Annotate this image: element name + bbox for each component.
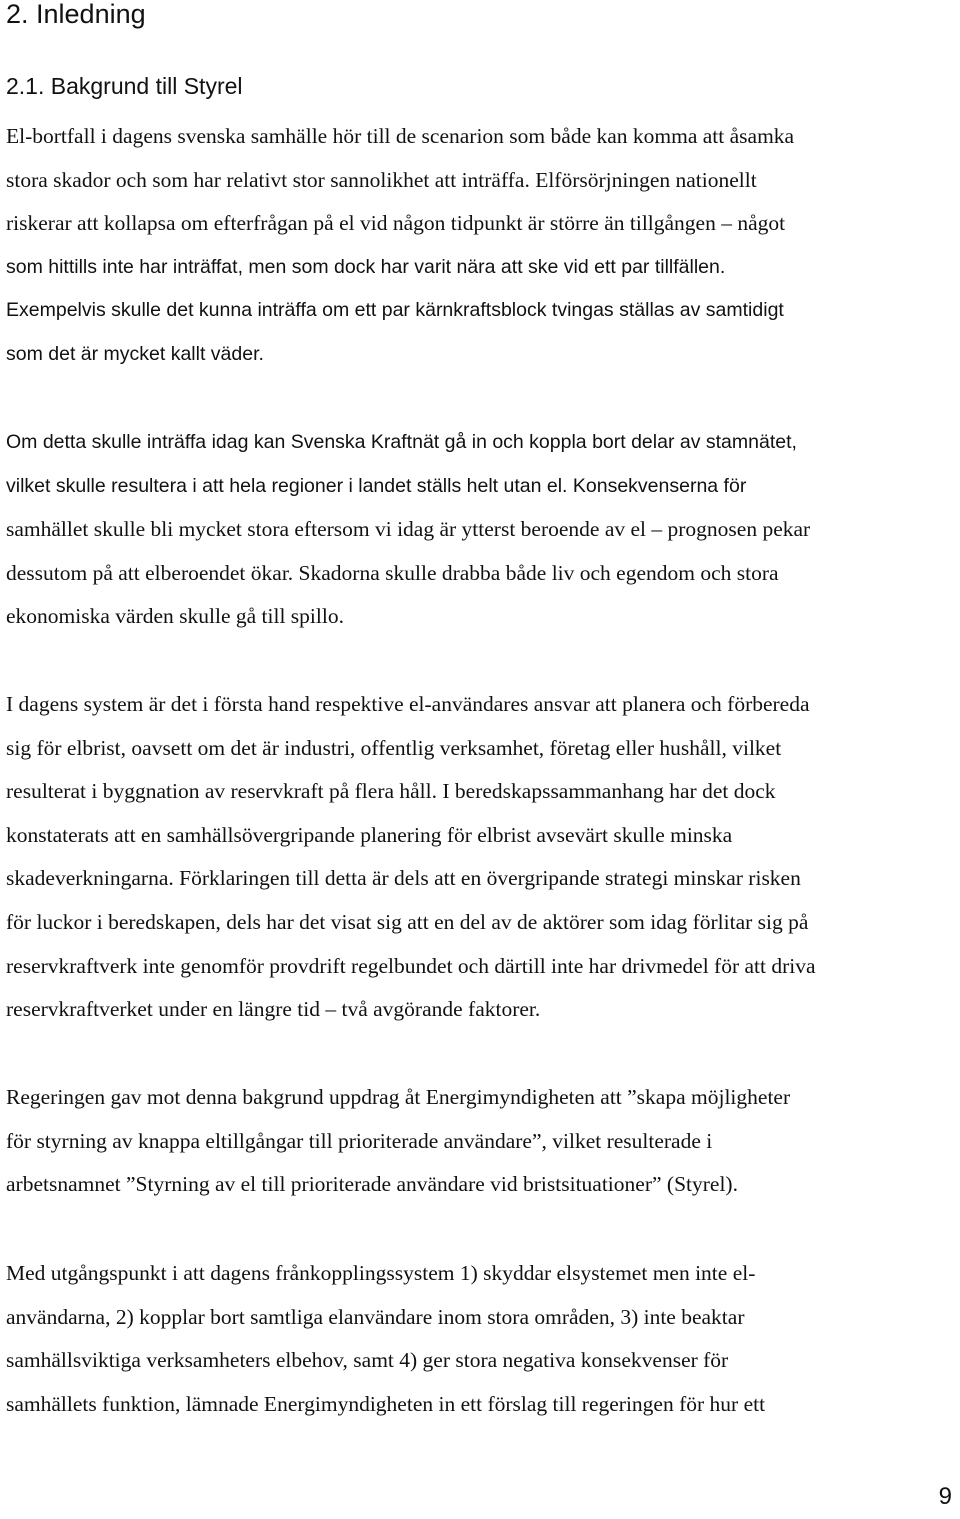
paragraph-line: vilket skulle resultera i att hela regioner i landet ställs helt utan el. Konsekvenserna för <box>6 474 747 497</box>
section-heading: 2.1. Bakgrund till Styrel <box>6 73 243 99</box>
paragraph-line: samhället skulle bli mycket stora eftersom vi idag är ytterst beroende av el – prognosen pekar <box>6 517 811 542</box>
paragraph-line: stora skador och som har relativt stor sannolikhet att inträffa. Elförsörjningen nationellt <box>6 167 757 192</box>
paragraph-line: ekonomiska värden skulle gå till spillo. <box>6 604 344 629</box>
paragraph-line: dessutom på att elberoendet ökar. Skadorna skulle drabba både liv och egendom och stora <box>6 560 779 585</box>
paragraph-3 <box>6 683 956 1032</box>
paragraph-line: reservkraftverket under en längre tid – två avgörande faktorer. <box>6 997 541 1022</box>
paragraph-line: för luckor i beredskapen, dels har det visat sig att en del av de aktörer som idag förlitar sig på <box>6 909 809 934</box>
paragraph-2 <box>6 421 956 639</box>
paragraph-1 <box>6 115 956 377</box>
paragraph-line: resulterat i byggnation av reservkraft på flera håll. I beredskapssammanhang har det dock <box>6 779 776 804</box>
paragraph-line: som hittills inte har inträffat, men som dock har varit nära att ske vid ett par tillfällen. <box>6 255 726 278</box>
paragraph-line: Om detta skulle inträffa idag kan Svenska Kraftnät gå in och koppla bort delar av stamnätet, <box>6 431 797 453</box>
paragraph-line: sig för elbrist, oavsett om det är industri, offentlig verksamhet, företag eller hushåll, vilket <box>6 735 782 760</box>
paragraph-line: samhällets funktion, lämnade Energimyndigheten in ett förslag till regeringen för hur ett <box>6 1391 766 1416</box>
chapter-heading: 2. Inledning <box>6 0 146 29</box>
paragraph-line: skadeverkningarna. Förklaringen till detta är dels att en övergripande strategi minskar risken <box>6 866 801 891</box>
page-number: 9 <box>938 1483 952 1510</box>
paragraph-line: konstaterats att en samhällsövergripande planering för elbrist avsevärt skulle minska <box>6 822 733 847</box>
paragraph-line: El-bortfall i dagens svenska samhälle hör till de scenarion som både kan komma att åsamka <box>6 124 795 148</box>
paragraph-line: för styrning av knappa eltillgångar till prioriterade användare”, vilket resulterade i <box>6 1128 713 1153</box>
paragraph-line: reservkraftverk inte genomför provdrift regelbundet och därtill inte har drivmedel för att driva <box>6 953 816 978</box>
paragraph-line: riskerar att kollapsa om efterfrågan på el vid någon tidpunkt är större än tillgången – något <box>6 211 786 236</box>
paragraph-line: som det är mycket kallt väder. <box>6 342 264 365</box>
paragraph-line: samhällsviktiga verksamheters elbehov, samt 4) ger stora negativa konsekvenser för <box>6 1348 729 1373</box>
paragraph-5 <box>6 1252 956 1426</box>
paragraph-line: användarna, 2) kopplar bort samtliga elanvändare inom stora områden, 3) inte beaktar <box>6 1304 745 1329</box>
paragraph-line: Exempelvis skulle det kunna inträffa om ett par kärnkraftsblock tvingas ställas av samtidigt <box>6 299 784 322</box>
paragraph-line: arbetsnamnet ”Styrning av el till prioriterade användare vid bristsituationer” (Styrel). <box>6 1172 738 1197</box>
paragraph-line: Med utgångspunkt i att dagens frånkopplingssystem 1) skyddar elsystemet men inte el- <box>6 1261 756 1285</box>
paragraph-line: I dagens system är det i första hand respektive el-användares ansvar att planera och förbereda <box>6 692 810 716</box>
paragraph-line: Regeringen gav mot denna bakgrund uppdrag åt Energimyndigheten att ”skapa möjligheter <box>6 1085 791 1109</box>
paragraph-4 <box>6 1076 956 1207</box>
